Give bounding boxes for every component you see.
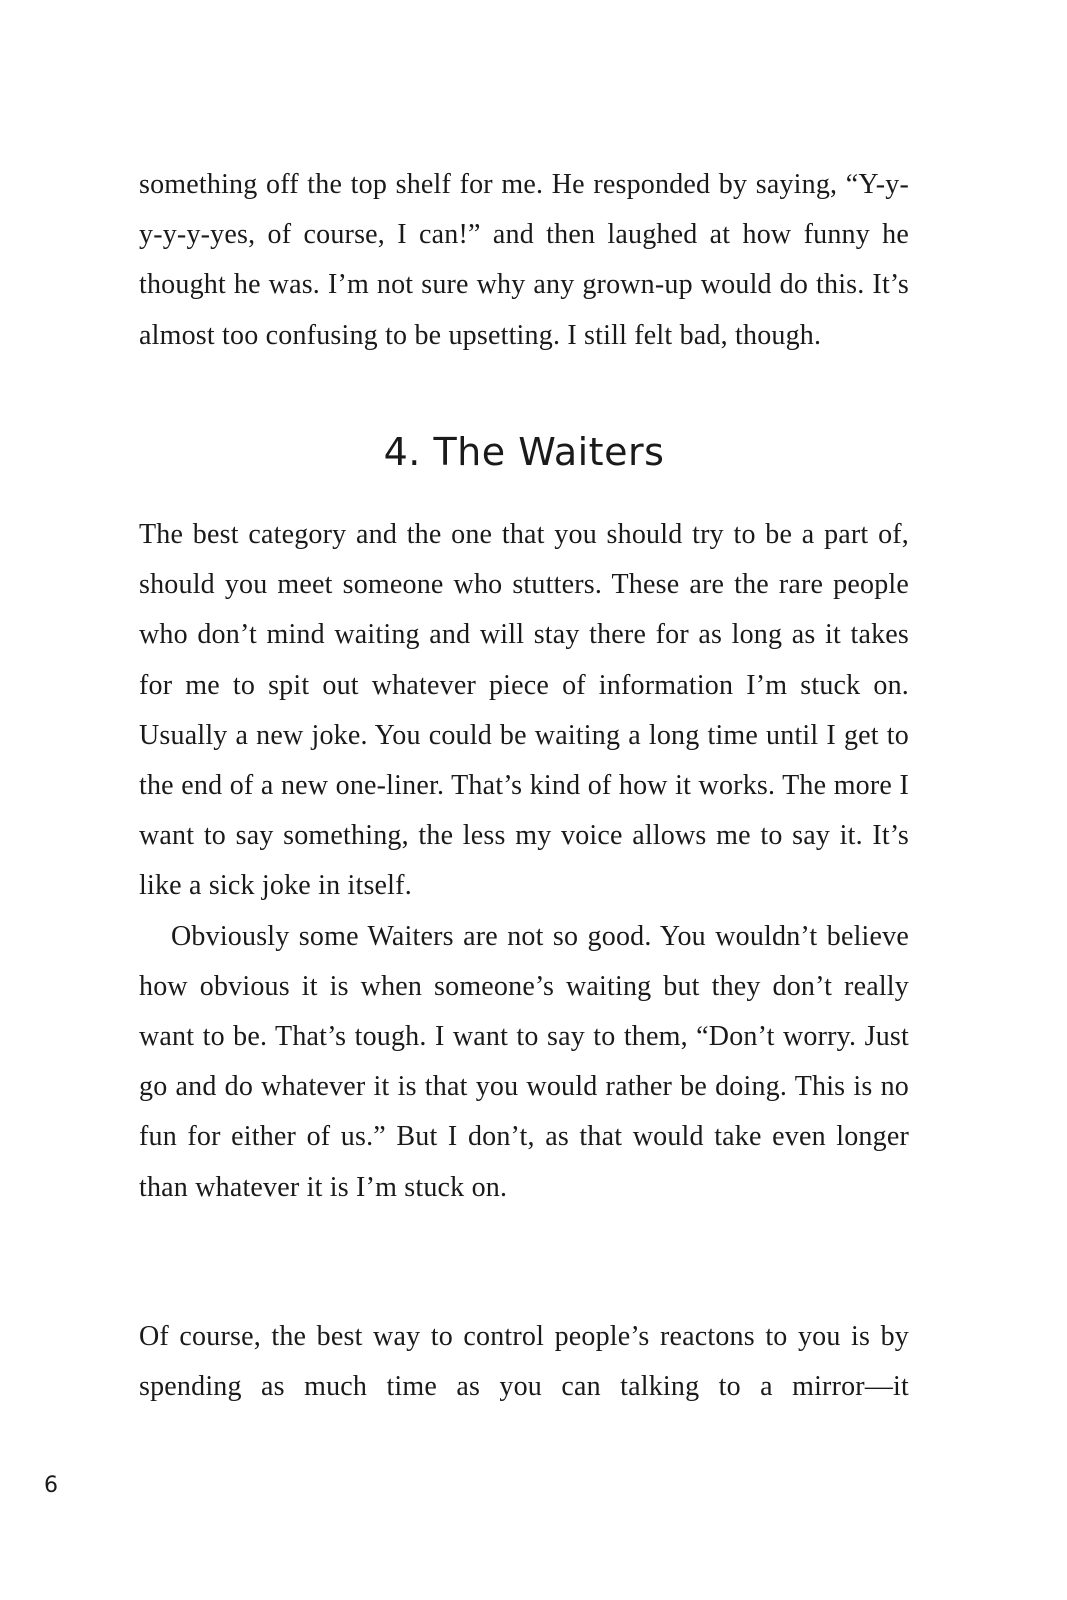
section-paragraph-1: The best category and the one that you should try to be a part of, should you meet someone who stutters. These are the rare people who don’t mind waiting and will stay there for as long as it takes for me to spit out whatever piece of information I’m stuck on. Usually a new joke. You could be waiting a long time until I get to the end of a new one-liner. That’s kind of how it works. The more I want to say something, the less my voice allows me to say it. It’s like a sick joke in itself. xyxy=(139,519,909,902)
closing-text-block xyxy=(139,1312,909,1412)
section-heading: 4. The Waiters xyxy=(383,430,665,474)
intro-paragraph: something off the top shelf for me. He responded by saying, “Y-y-y-y-y-yes, of course, I can!” and then laughed at how funny he thought he was. I’m not sure why any grown-up would do this. It’s almost too confusing to be upsetting. I still felt bad, though. xyxy=(139,169,909,351)
section-paragraph-2: Obviously some Waiters are not so good. You wouldn’t believe how obvious it is when someone’s waiting but they don’t really want to be. That’s tough. I want to say to them, “Don’t worry. Just go and do whatever it is that you would rather be doing. This is no fun for either of us.” But I don’t, as that would take even longer than whatever it is I’m stuck on. xyxy=(139,920,909,1203)
intro-text-block xyxy=(139,160,909,361)
page-number: 6 xyxy=(44,1473,58,1498)
closing-paragraph: Of course, the best way to control people’s reactons to you is by spending as much time as you can talking to a mirror—it xyxy=(139,1321,909,1403)
section-body xyxy=(139,510,909,1213)
